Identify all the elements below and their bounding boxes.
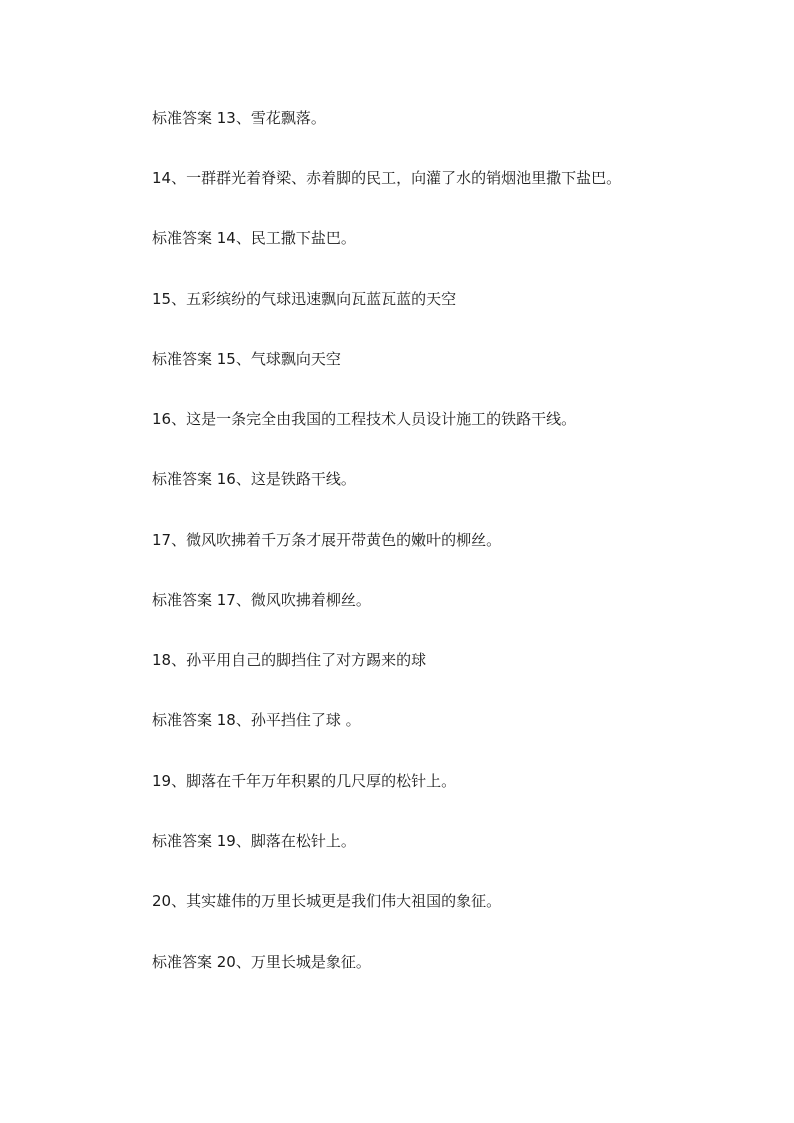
- answer-17: 标准答案 17、微风吹拂着柳丝。: [152, 591, 371, 609]
- sentence-17: 17、微风吹拂着千万条才展开带黄色的嫩叶的柳丝。: [152, 531, 502, 549]
- sentence-19: 19、脚落在千年万年积累的几尺厚的松针上。: [152, 772, 457, 790]
- sentence-16: 16、这是一条完全由我国的工程技术人员设计施工的铁路干线。: [152, 410, 577, 428]
- answer-18: 标准答案 18、孙平挡住了球 。: [152, 711, 361, 729]
- answer-20: 标准答案 20、万里长城是象征。: [152, 953, 371, 971]
- sentence-14: 14、一群群光着脊梁、赤着脚的民工，向灌了水的销烟池里撒下盐巴。: [152, 169, 622, 187]
- sentence-20: 20、其实雄伟的万里长城更是我们伟大祖国的象征。: [152, 892, 502, 910]
- answer-14: 标准答案 14、民工撒下盐巴。: [152, 229, 356, 247]
- sentence-18: 18、孙平用自己的脚挡住了对方踢来的球: [152, 651, 427, 669]
- answer-13: 标准答案 13、雪花飘落。: [152, 109, 326, 127]
- sentence-15: 15、五彩缤纷的气球迅速飘向瓦蓝瓦蓝的天空: [152, 290, 457, 308]
- answer-16: 标准答案 16、这是铁路干线。: [152, 470, 356, 488]
- answer-15: 标准答案 15、气球飘向天空: [152, 350, 341, 368]
- answer-19: 标准答案 19、脚落在松针上。: [152, 832, 356, 850]
